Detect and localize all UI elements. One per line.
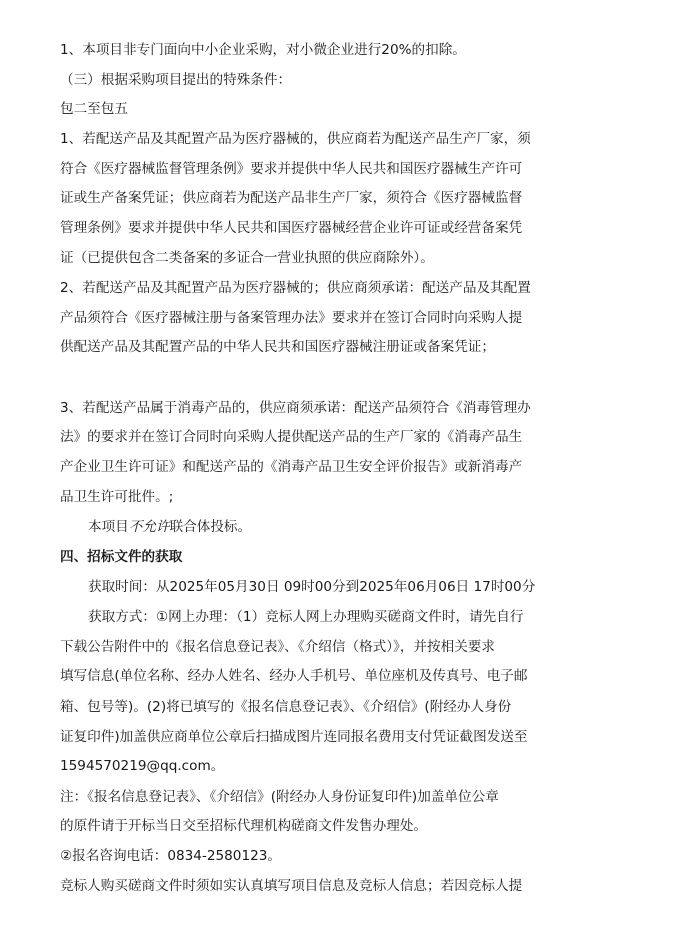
paragraph-line: 2、若配送产品及其配置产品为医疗器械的；供应商须承诺：配送产品及其配置 [60, 280, 531, 296]
paragraph-line: 品卫生许可批件。; [60, 489, 174, 505]
paragraph-line: 产企业卫生许可证》和配送产品的《消毒产品卫生安全评价报告》或新消毒产 [60, 459, 523, 475]
paragraph-line: 注：《报名信息登记表》、《介绍信》(附经办人身份证复印件)加盖单位公章 [60, 789, 499, 805]
paragraph-line: 1、本项目非专门面向中小企业采购，对小微企业进行20%的扣除。 [60, 42, 466, 58]
paragraph-line: 下载公告附件中的《报名信息登记表》、《介绍信（格式）》，并按相关要求 [60, 639, 495, 655]
paragraph-line: 3、若配送产品属于消毒产品的，供应商须承诺：配送产品须符合《消毒管理办 [60, 400, 531, 416]
paragraph-line: 获取方式：①网上办理：（1）竞标人网上办理购买磋商文件时，请先自行 [88, 609, 524, 625]
email-address: 1594570219@qq.com。 [60, 758, 225, 774]
section-heading: 四、招标文件的获取 [60, 549, 183, 565]
paragraph-line: 竞标人购买磋商文件时须如实认真填写项目信息及竞标人信息；若因竞标人提 [60, 878, 523, 894]
paragraph-line: 证复印件)加盖供应商单位公章后扫描成图片连同报名费用支付凭证截图发送至 [60, 729, 528, 745]
acquisition-time: 获取时间：从2025年05月30日 09时00分到2025年06月06日 17时00分 [88, 579, 536, 595]
paragraph-line: 填写信息(单位名称、经办人姓名、经办人手机号、单位座机及传真号、电子邮 [60, 668, 528, 684]
consortium-status: 不允许 [128, 519, 170, 535]
paragraph-line: 供配送产品及其配置产品的中华人民共和国医疗器械注册证或备案凭证； [60, 339, 495, 355]
paragraph-line: 证（已提供包含二类备案的多证合一营业执照的供应商除外）。 [60, 250, 434, 266]
consortium-line [88, 517, 251, 537]
paragraph-line: 1、若配送产品及其配置产品为医疗器械的，供应商若为配送产品生产厂家，须 [60, 131, 531, 147]
consortium-prefix: 本项目 [88, 519, 129, 535]
paragraph-line: 包二至包五 [60, 101, 128, 117]
paragraph-line: 证或生产备案凭证；供应商若为配送产品非生产厂家，须符合《医疗器械监督 [60, 190, 523, 206]
contact-phone: ②报名咨询电话：0834-2580123。 [60, 848, 281, 864]
paragraph-line: （三）根据采购项目提出的特殊条件： [60, 72, 292, 88]
paragraph-line: 的原件请于开标当日交至招标代理机构磋商文件发售办理处。 [60, 818, 428, 834]
paragraph-line: 箱、包号等)。(2)将已填写的《报名信息登记表》、《介绍信》(附经办人身份 [60, 699, 512, 715]
consortium-suffix: 联合体投标。 [169, 519, 252, 535]
paragraph-line: 符合《医疗器械监督管理条例》要求并提供中华人民共和国医疗器械生产许可 [60, 161, 523, 177]
paragraph-line: 产品须符合《医疗器械注册与备案管理办法》要求并在签订合同时向采购人提 [60, 310, 523, 326]
paragraph-line: 管理条例》要求并提供中华人民共和国医疗器械经营企业许可证或经营备案凭 [60, 220, 523, 236]
paragraph-line: 法》的要求并在签订合同时向采购人提供配送产品的生产厂家的《消毒产品生 [60, 429, 523, 445]
